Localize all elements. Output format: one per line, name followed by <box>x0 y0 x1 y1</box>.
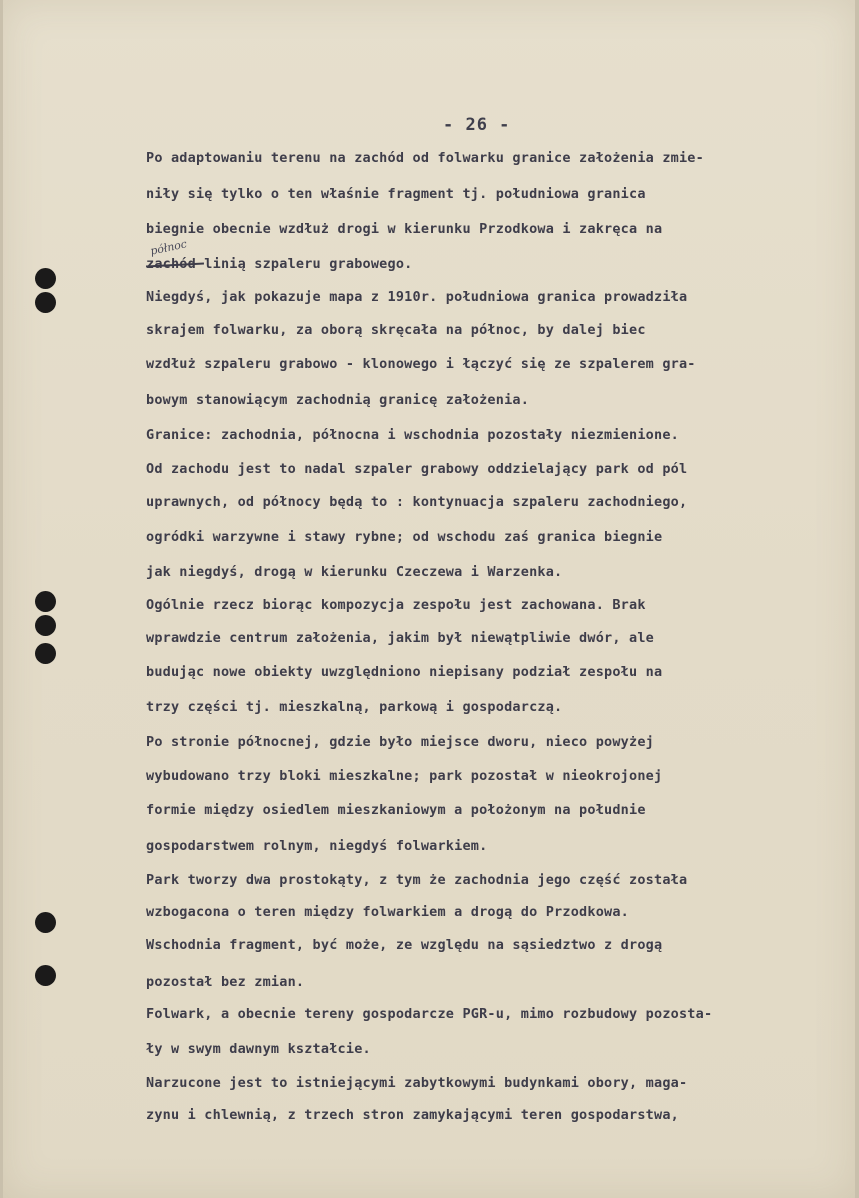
text-line: zachód linią szpaleru grabowego. <box>146 256 413 272</box>
text-line: zynu i chlewnią, z trzech stron zamykającymi teren gospodarstwa, <box>146 1107 679 1123</box>
text-line: jak niegdyś, drogą w kierunku Czeczewa i Warzenka. <box>146 564 563 580</box>
binder-hole-icon <box>35 268 56 289</box>
text-line: formie między osiedlem mieszkaniowym a położonym na południe <box>146 802 646 818</box>
binder-hole-icon <box>35 643 56 664</box>
binder-hole-icon <box>35 292 56 313</box>
text-line: Narzucone jest to istniejącymi zabytkowymi budynkami obory, maga- <box>146 1075 688 1091</box>
binder-hole-icon <box>35 965 56 986</box>
text-line: wybudowano trzy bloki mieszkalne; park pozostał w nieokrojonej <box>146 768 663 784</box>
text-line: Po adaptowaniu terenu na zachód od folwarku granice założenia zmie- <box>146 150 704 166</box>
page-number: - 26 - <box>443 115 511 135</box>
text-line: skrajem folwarku, za oborą skręcała na północ, by dalej biec <box>146 322 646 338</box>
text-line: wprawdzie centrum założenia, jakim był niewątpliwie dwór, ale <box>146 630 654 646</box>
text-line: wzdłuż szpaleru grabowo - klonowego i łączyć się ze szpalerem gra- <box>146 356 696 372</box>
text-line: wzbogacona o teren między folwarkiem a drogą do Przodkowa. <box>146 904 630 920</box>
text-line: Park tworzy dwa prostokąty, z tym że zachodnia jego część została <box>146 872 688 888</box>
text-line: Po stronie północnej, gdzie było miejsce dworu, nieco powyżej <box>146 734 654 750</box>
binder-hole-icon <box>35 615 56 636</box>
text-line: Wschodnia fragment, być może, ze względu na sąsiedztwo z drogą <box>146 937 663 953</box>
document-page <box>3 0 855 1198</box>
text-line: trzy części tj. mieszkalną, parkową i gospodarczą. <box>146 699 563 715</box>
text-line: Od zachodu jest to nadal szpaler grabowy oddzielający park od pól <box>146 461 688 477</box>
handwritten-annotation: północ <box>149 237 189 258</box>
text-line: Granice: zachodnia, północna i wschodnia pozostały niezmienione. <box>146 427 679 443</box>
text-line: Niegdyś, jak pokazuje mapa z 1910r. południowa granica prowadziła <box>146 289 688 305</box>
binder-hole-icon <box>35 912 56 933</box>
text-line: Ogólnie rzecz biorąc kompozycja zespołu jest zachowana. Brak <box>146 597 646 613</box>
text-line: Folwark, a obecnie tereny gospodarcze PGR-u, mimo rozbudowy pozosta- <box>146 1006 713 1022</box>
text-line: ogródki warzywne i stawy rybne; od wschodu zaś granica biegnie <box>146 529 663 545</box>
text-line: pozostał bez zmian. <box>146 974 305 990</box>
text-line: niły się tylko o ten właśnie fragment tj. południowa granica <box>146 186 646 202</box>
text-line: budując nowe obiekty uwzględniono niepisany podział zespołu na <box>146 664 663 680</box>
text-line: biegnie obecnie wzdłuż drogi w kierunku Przodkowa i zakręca na <box>146 221 663 237</box>
text-line: ły w swym dawnym kształcie. <box>146 1041 371 1057</box>
text-line: bowym stanowiącym zachodnią granicę założenia. <box>146 392 530 408</box>
text-line: uprawnych, od północy będą to : kontynuacja szpaleru zachodniego, <box>146 494 688 510</box>
text-line: gospodarstwem rolnym, niegdyś folwarkiem. <box>146 838 488 854</box>
binder-hole-icon <box>35 591 56 612</box>
